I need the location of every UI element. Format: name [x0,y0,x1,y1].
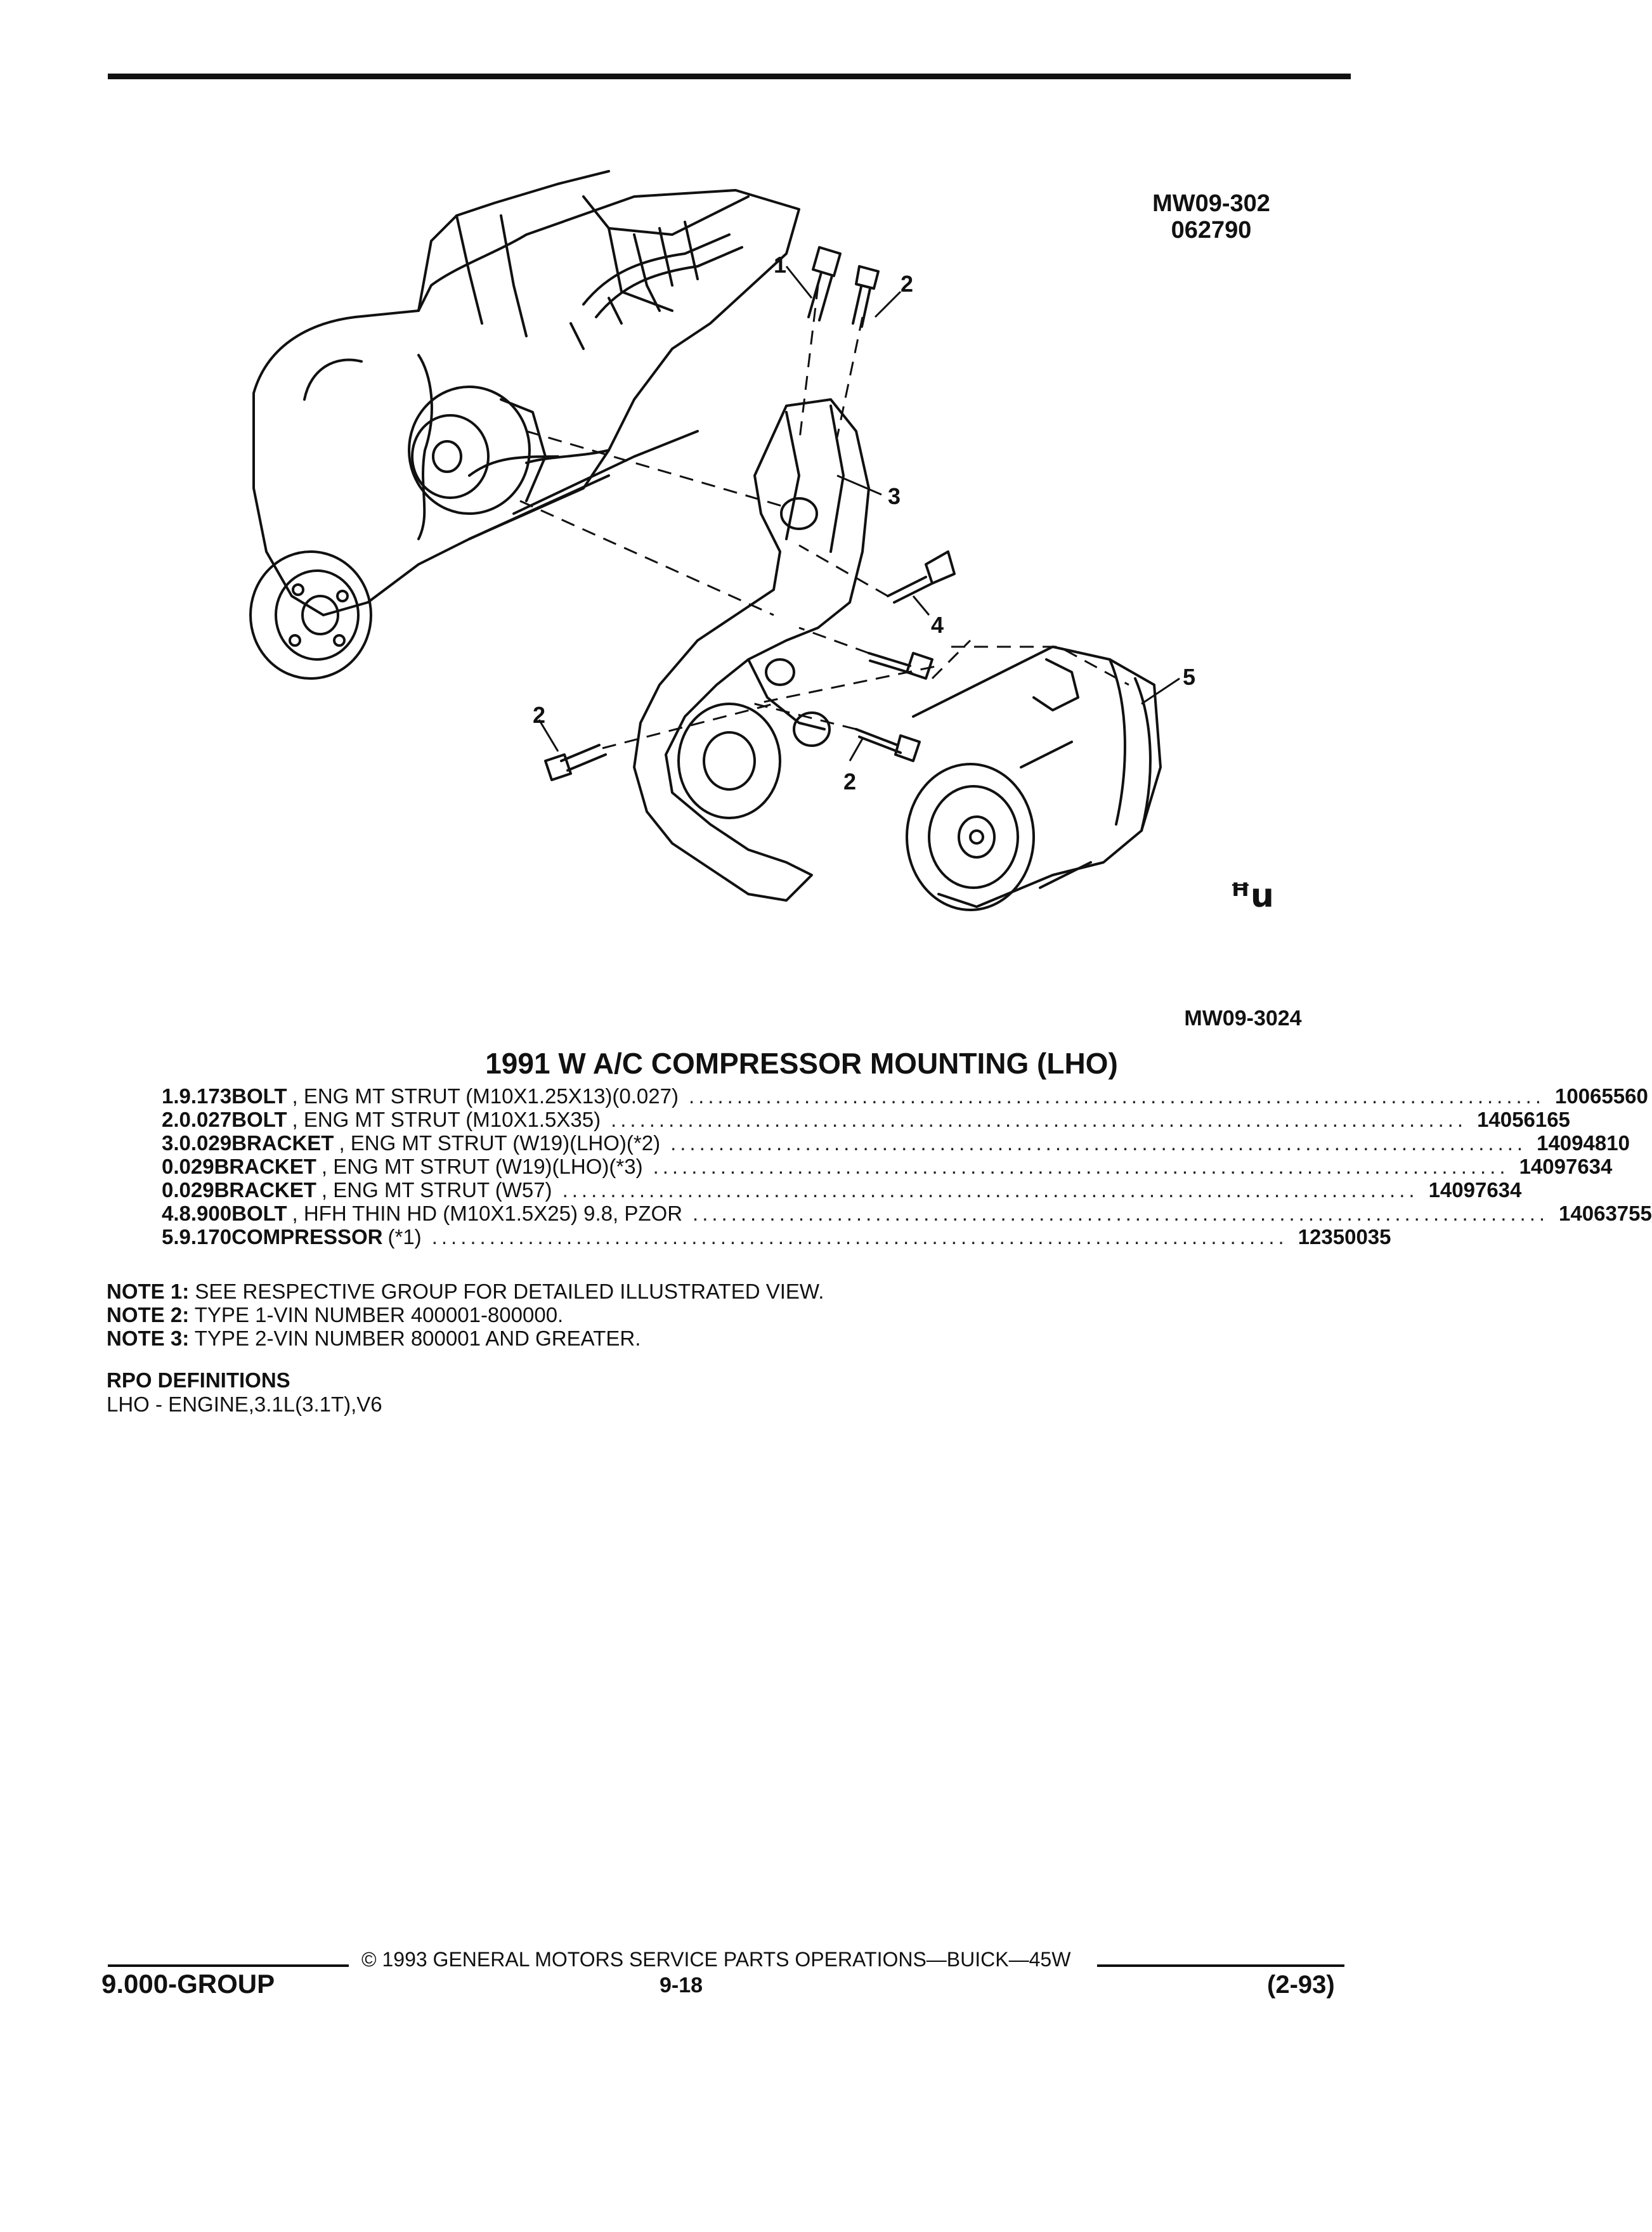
footer-rule-right [1097,1964,1344,1967]
item-description: , HFH THIN HD (M10X1.5X25) 9.8, PZOR [292,1202,683,1225]
mounting-bracket [634,399,869,900]
bolt-2-left [545,745,606,780]
item-code: 0.029 [162,1178,214,1202]
callout-5: 5 [1183,664,1196,690]
part-number: 14097634 [1519,1155,1613,1178]
drawing-ref-number: MW09-302 [1152,190,1270,217]
rpo-definition: LHO - ENGINE,3.1L(3.1T),V6 [107,1392,382,1416]
item-name: BRACKET [214,1178,316,1202]
callout-2-upper: 2 [901,271,914,297]
leader-dots: ......................................................................................... [653,1155,1509,1178]
item-number: 3. [162,1131,179,1155]
part-row [162,1155,1613,1178]
part-number: 14094810 [1537,1131,1630,1155]
leader-dots: ......................................................................................... [562,1178,1419,1202]
item-description: , ENG MT STRUT (M10X1.25X13)(0.027) [292,1084,679,1108]
revision-date: (2-93) [1267,1971,1335,1999]
note-label: NOTE 3: [107,1327,190,1350]
item-description: , ENG MT STRUT (W57) [321,1178,552,1202]
parts-list [162,1084,1652,1249]
page-title: 1991 W A/C COMPRESSOR MOUNTING (LHO) [485,1047,1118,1080]
item-code: 0.029 [162,1155,214,1178]
item-code: 8.900 [179,1202,232,1225]
drawing-ref-date: 062790 [1171,217,1252,243]
item-code: 0.029 [179,1131,232,1155]
item-number: 1. [162,1084,179,1108]
part-number: 10065560 [1555,1084,1648,1108]
bolt-1 [809,247,840,320]
note [107,1303,824,1327]
item-number: 4. [162,1202,179,1225]
bolt-2-upper [853,266,878,327]
callout-2-lower: 2 [843,769,857,795]
crank-pulley [250,552,371,678]
part-row [162,1084,1648,1108]
note [107,1280,824,1303]
item-number: 5. [162,1225,179,1249]
item-name: BOLT [231,1202,287,1225]
callout-2-left: 2 [533,702,546,728]
leader-dots: ......................................................................................... [693,1202,1549,1225]
item-number: 2. [162,1108,179,1131]
page-number: 9-18 [660,1973,703,1997]
note-text: TYPE 2-VIN NUMBER 800001 AND GREATER. [194,1327,641,1350]
engine-block [254,171,799,615]
callout-4: 4 [931,612,944,638]
illustration-symbol: ꟸu [1230,877,1274,915]
ac-compressor [907,647,1161,910]
item-code: 9.173 [179,1084,232,1108]
item-code: 9.170 [179,1225,232,1249]
note-label: NOTE 2: [107,1303,190,1327]
leader-dots: ......................................................................................... [670,1131,1527,1155]
part-number: 14097634 [1428,1178,1522,1202]
part-row [162,1108,1570,1131]
part-row [162,1178,1522,1202]
callout-3: 3 [888,483,901,509]
item-name: COMPRESSOR [231,1225,383,1249]
item-name: BOLT [231,1084,287,1108]
assembly-lines [520,285,1129,748]
part-row [162,1131,1630,1155]
part-number: 12350035 [1298,1225,1391,1249]
leader-dots: ......................................................................................... [689,1084,1545,1108]
callout-1: 1 [774,252,787,278]
exploded-view-illustration [228,159,1306,951]
generator [409,387,545,514]
leader-dots: ......................................................................................... [431,1225,1288,1249]
item-name: BRACKET [231,1131,334,1155]
leader-dots: ......................................................................................... [611,1108,1467,1131]
leader-lines [539,266,1180,761]
part-number: 14063755 [1559,1202,1652,1225]
copyright-line: © 1993 GENERAL MOTORS SERVICE PARTS OPERATIONS—BUICK—45W [361,1948,1071,1971]
item-name: BOLT [231,1108,287,1131]
item-code: 0.027 [179,1108,232,1131]
part-row [162,1202,1652,1225]
rpo-heading: RPO DEFINITIONS [107,1368,290,1392]
group-label: 9.000-GROUP [101,1969,275,1999]
item-description: , ENG MT STRUT (W19)(LHO)(*2) [339,1131,661,1155]
note [107,1327,824,1350]
note-label: NOTE 1: [107,1280,190,1303]
part-row [162,1225,1391,1249]
top-rule [108,74,1351,79]
figure-reference: MW09-3024 [1184,1006,1302,1030]
item-name: BRACKET [214,1155,316,1178]
bolt-4-lower [869,653,932,678]
note-text: TYPE 1-VIN NUMBER 400001-800000. [194,1303,564,1327]
bolt-4-upper [888,552,954,602]
rpo-definitions [107,1368,382,1417]
item-description: , ENG MT STRUT (W19)(LHO)(*3) [321,1155,643,1178]
bolt-2-lower-right [856,729,920,761]
item-description: (*1) [387,1225,422,1249]
note-text: SEE RESPECTIVE GROUP FOR DETAILED ILLUSTRATED VIEW. [195,1280,824,1303]
footer-rule-left [108,1964,349,1967]
part-number: 14056165 [1477,1108,1570,1131]
item-description: , ENG MT STRUT (M10X1.5X35) [292,1108,601,1131]
notes-section [107,1280,824,1350]
